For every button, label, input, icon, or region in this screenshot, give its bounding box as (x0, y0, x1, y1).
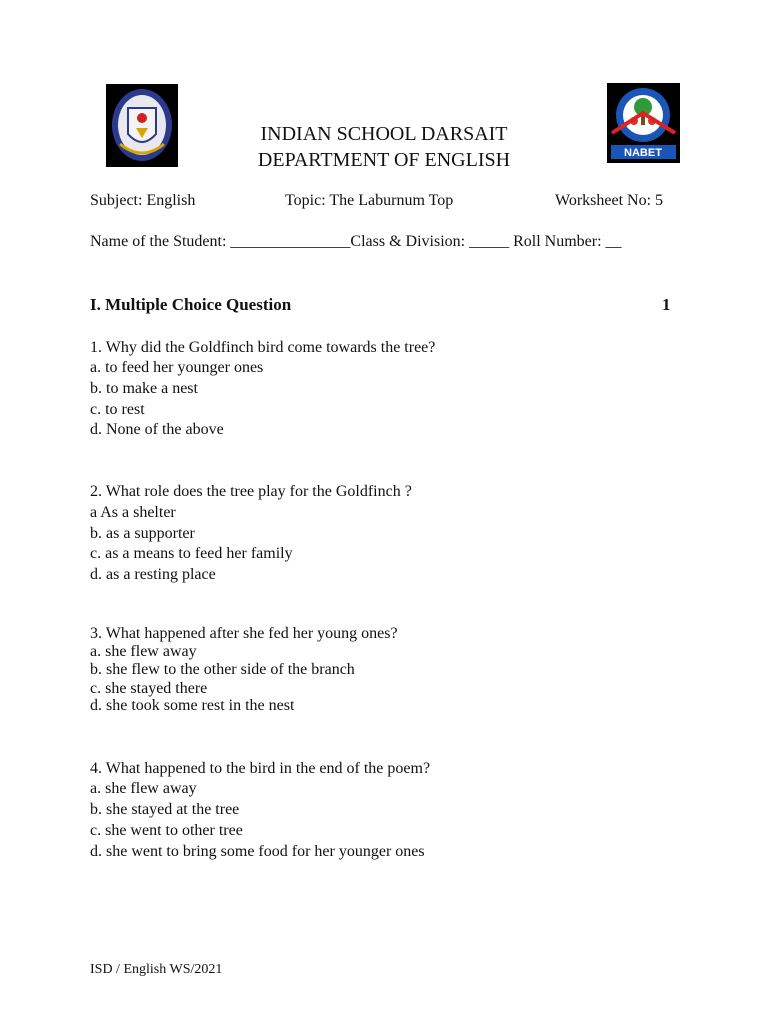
question-4-option-a: a. she flew away (90, 780, 197, 797)
school-name: INDIAN SCHOOL DARSAIT (260, 123, 508, 145)
student-details-line: Name of the Student: _______________Class & Division: _____ Roll Number: __ (90, 233, 622, 250)
question-2: 2. What role does the tree play for the Goldfinch ? (90, 483, 412, 500)
worksheet-number: Worksheet No: 5 (555, 192, 664, 209)
question-4: 4. What happened to the bird in the end of the poem? (90, 760, 431, 777)
section-marks: 1 (662, 295, 671, 314)
topic-label: Topic: The Laburnum Top (285, 192, 454, 209)
question-2-option-d: d. as a resting place (90, 566, 216, 583)
question-2-option-a: a As a shelter (90, 504, 176, 521)
subject-label: Subject: English (90, 192, 196, 209)
page-footer: ISD / English WS/2021 (90, 962, 223, 977)
question-1: 1. Why did the Goldfinch bird come towards the tree? (90, 339, 436, 356)
question-2-option-c: c. as a means to feed her family (90, 545, 293, 562)
question-4-option-c: c. she went to other tree (90, 822, 243, 839)
question-1-option-d: d. None of the above (90, 421, 224, 438)
question-1-option-a: a. to feed her younger ones (90, 359, 264, 376)
question-3-option-c: c. she stayed there (90, 680, 208, 697)
question-1-option-c: c. to rest (90, 401, 145, 418)
question-3: 3. What happened after she fed her young ones? (90, 625, 398, 642)
section-title: I. Multiple Choice Question (90, 295, 292, 314)
question-1-option-b: b. to make a nest (90, 380, 198, 397)
question-3-option-a: a. she flew away (90, 643, 197, 660)
question-3-option-b: b. she flew to the other side of the branch (90, 661, 355, 678)
department-name: DEPARTMENT OF ENGLISH (257, 149, 511, 171)
question-4-option-d: d. she went to bring some food for her younger ones (90, 843, 425, 860)
question-3-option-d: d. she took some rest in the nest (90, 697, 295, 714)
nabet-logo-text: NABET (624, 147, 662, 159)
question-4-option-b: b. she stayed at the tree (90, 801, 240, 818)
question-2-option-b: b. as a supporter (90, 525, 195, 542)
